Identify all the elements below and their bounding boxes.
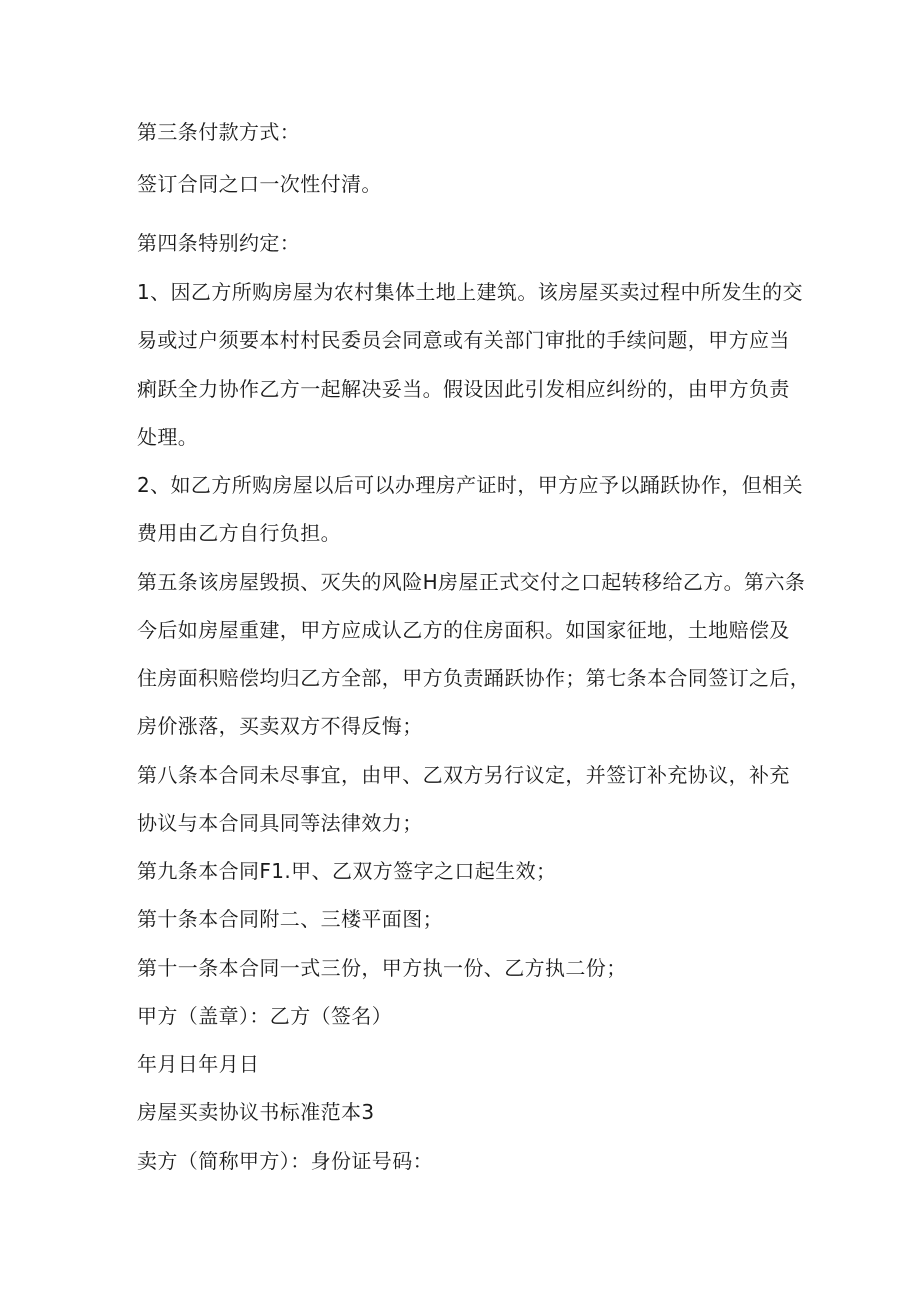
clause-4-item-2-line-1: 2、如乙方所购房屋以后可以办理房产证时，甲方应予以踊跃协作，但相关 (137, 473, 803, 497)
clause-4-item-1-line-4: 处理。 (137, 425, 199, 449)
clause-3-heading: 第三条付款方式： (137, 120, 301, 144)
clause-11: 第十一条本合同一式三份，甲方执一份、乙方执二份； (137, 956, 627, 980)
clause-8-line-2: 协议与本合同具同等法律效力； (137, 811, 423, 835)
clause-9: 第九条本合同F1.甲、乙双方签字之口起生效； (137, 859, 557, 883)
signature-parties: 甲方（盖章）：乙方（签名） (137, 1004, 393, 1028)
signature-dates: 年月日年月日 (137, 1052, 260, 1076)
agreement-template-title: 房屋买卖协议书标准范本3 (137, 1100, 375, 1124)
clause-4-heading: 第四条特别约定： (137, 231, 301, 255)
clause-5-line-2: 今后如房屋重建，甲方应成认乙方的住房面积。如国家征地，土地赔偿及 (137, 618, 790, 642)
clause-5-line-1: 第五条该房屋毁损、灭失的风险H房屋正式交付之口起转移给乙方。第六条 (137, 570, 806, 594)
clause-4-item-1-line-2: 易或过户须要本村村民委员会同意或有关部门审批的手续问题，甲方应当 (137, 328, 790, 352)
clause-4-item-1-line-3: 痢跃全力协作乙方一起解决妥当。假设因此引发相应纠纷的，由甲方负责 (137, 377, 790, 401)
clause-5-line-3: 住房面积赔偿均归乙方全部，甲方负责踊跃协作；第七条本合同签订之后， (137, 666, 811, 690)
clause-4-item-2-line-2: 费用由乙方自行负担。 (137, 521, 341, 545)
clause-5-line-4: 房价涨落，买卖双方不得反悔； (137, 714, 423, 738)
seller-identity-line: 卖方（简称甲方）：身份证号码： (137, 1149, 433, 1173)
clause-3-body: 签订合同之口一次性付清。 (137, 172, 382, 196)
clause-8-line-1: 第八条本合同未尽事宜，由甲、乙双方另行议定，并签订补充协议，补充 (137, 763, 790, 787)
clause-4-item-1-line-1: 1、因乙方所购房屋为农村集体土地上建筑。该房屋买卖过程中所发生的交 (137, 280, 803, 304)
clause-10: 第十条本合同附二、三楼平面图； (137, 907, 443, 931)
